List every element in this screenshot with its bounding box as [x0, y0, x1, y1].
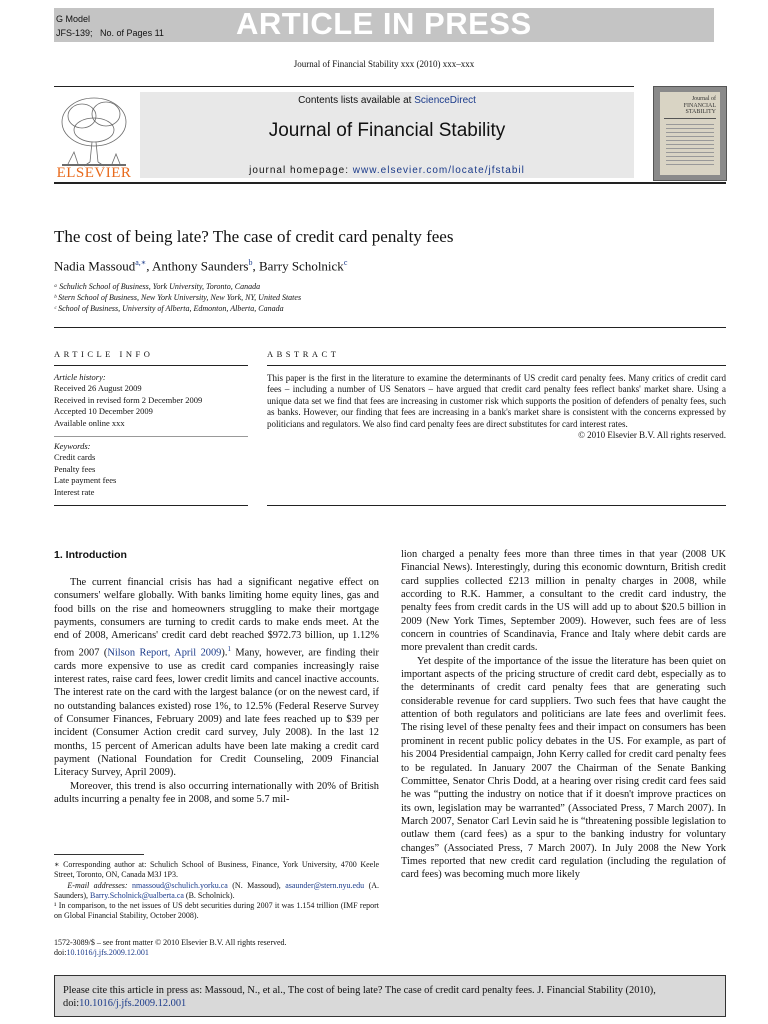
footnote-1: ¹ In comparison, to the net issues of US debt securities during 2007 it was 1.154 trillion (IMF report on Global Financial Stability, October 2008).	[54, 901, 379, 921]
citation-prefix: Please cite this article in press as: Massoud, N., et al., The cost of being late? The case of credit card penalty fees. J. Financial Stability (2010), doi:	[63, 985, 656, 1010]
cover-title: Journal of FINANCIAL STABILITY	[683, 96, 716, 115]
abstract-copyright: © 2010 Elsevier B.V. All rights reserved.	[578, 430, 726, 441]
author-affil-marker[interactable]: b	[248, 258, 253, 267]
abstract-rule	[267, 365, 726, 366]
gmodel-text: G Model	[56, 14, 91, 24]
doi-line	[54, 948, 379, 958]
keyword: Late payment fees	[54, 475, 117, 486]
keywords-block	[54, 441, 116, 498]
info-rule	[54, 365, 248, 366]
abstract-body	[267, 373, 726, 441]
abstract-bottom-rule	[267, 505, 726, 506]
email-owner: (N. Massoud),	[227, 880, 281, 890]
info-bottom-rule	[54, 505, 248, 506]
contents-line	[140, 95, 634, 106]
email-addresses	[54, 881, 379, 902]
abstract-heading: ABSTRACT	[267, 349, 340, 359]
citation-box	[54, 975, 726, 1017]
contents-prefix: Contents lists available at	[298, 95, 415, 106]
cover-text-lines	[666, 124, 714, 168]
pages-text: No. of Pages 11	[100, 28, 164, 38]
citation-doi-link[interactable]: 10.1016/j.jfs.2009.12.001	[79, 998, 187, 1010]
cover-rule	[664, 118, 716, 119]
email-label: E-mail addresses:	[67, 880, 133, 890]
paragraph-text: ).	[221, 647, 228, 659]
corresponding-author-note: ∗ Corresponding author at: Schulich School of Business, Finance, York University, 4700 Keele Street, Toronto, ON, Canada M3J 1P3.	[54, 860, 379, 880]
author-name: Anthony Saunders	[152, 258, 249, 274]
journal-citation-line: Journal of Financial Stability xxx (2010) xxx–xxx	[293, 59, 475, 69]
author-name: Nadia Massoud	[54, 258, 136, 274]
masthead-top-rule	[54, 86, 634, 87]
citation-link[interactable]: Nilson Report, April 2009	[107, 647, 222, 659]
title-bottom-rule	[54, 327, 726, 328]
history-accepted: Accepted 10 December 2009	[54, 406, 153, 417]
sciencedirect-link[interactable]: ScienceDirect	[414, 95, 476, 106]
keywords-label: Keywords:	[54, 441, 91, 451]
paragraph: Yet despite of the importance of the issue the literature has been quiet on important aspects of the pricing structure of credit card debt, especially as to the determinants of credit card penalty fees that are generating such considerable revenue for card suppliers. Two such fees that have caught the attention of both regulators and politicians are late fees and overlimit fees. The rising level of these penalty fees and their impact on consumers has been prominent in recent public policy debates in the US. For example, as part of his 2004 Presidential campaign, John Kerry called for credit card penalty fees to be regulated. In January 2007 the Chairman of the Senate Banking Committee, Senator Chris Dodd, at a hearing over rising credit card fees said he was “putting the industry on notice that if it doesn't improve practices on its own, legislation may be warranted” (Associated Press, 7 March 2007). In March 2007, Senator Carl Levin said he is “threatening possible legislation to outlaw them (card fees) as a spur to the banking industry for voluntary changes” (Associated Press, 7 March 2007). In July 2008 the New York Times reported that new credit card regulation (including the regulation of card fees) was becoming much more likely	[401, 655, 726, 881]
article-history	[54, 372, 202, 429]
gmodel-label	[56, 12, 164, 40]
paragraph-text: The current financial crisis has had a significant negative effect on consumers' welfare globally. With banks limiting home equity lines, gas and food bills on the rise and homeowners struggling to make their mortgage payments, consumers are turning to credit cards to make ends meet. At the end of 2008, Americans' credit card debt reached $972.73 billion, up 1.12% from 2007 (	[54, 577, 379, 659]
journal-cover-thumbnail	[653, 86, 727, 181]
masthead-bottom-rule	[54, 182, 726, 184]
manuscript-ref	[56, 26, 164, 40]
journal-homepage-link[interactable]: www.elsevier.com/locate/jfstabil	[352, 165, 525, 176]
abstract-text: This paper is the first in the literature to examine the determinants of US credit card penalty fees. Many critics of credit card fees – including a number of US Senators – have argued that credit card penalty fees reflect banks' market share. Using a unique data set we find that fees are increasing in customer risk which supports the position of defenders of penalty fees, such as banks. However, our finding that fees are increasing in a bank's market share is consistent with the concerns expressed by politicians and regulators. We also find card penalty fees are direct substitutes for card interest rates.	[267, 373, 726, 429]
author-affil-marker[interactable]: a,∗	[135, 258, 147, 267]
article-info-heading: ARTICLE INFO	[54, 349, 154, 359]
paragraph: lion charged a penalty fees more than three times in that year (2008 UK Financial News). Interestingly, during this economic downturn, British credit card supplies collected £213 million in penalty charges in 2008, while according to R.K. Hammer, a consultant to the credit card industry, the penalty fees from credit cards in the US will add up to about $20.5 billion in 2009 (New York Times, September 2009). However, such fees are of less concern in countries of Scandinavia, France and Italy where debit cards are more prevalent than credit cards.	[401, 549, 726, 654]
author-separator: ,	[146, 258, 153, 274]
paragraph	[54, 576, 379, 780]
email-link[interactable]: asaunder@stern.nyu.edu	[285, 880, 365, 890]
article-in-press-label: ARTICLE IN PRESS	[236, 6, 532, 41]
history-revised: Received in revised form 2 December 2009	[54, 394, 203, 405]
body-column-right	[401, 548, 726, 882]
affiliation-a: ᵃ Schulich School of Business, York University, Toronto, Canada	[54, 282, 261, 291]
author-name: Barry Scholnick	[258, 258, 344, 274]
section-heading-introduction: 1. Introduction	[54, 549, 127, 561]
paper-title: The cost of being late? The case of credit card penalty fees	[54, 227, 454, 246]
doi-label: doi:	[54, 948, 67, 958]
author-separator: ,	[252, 258, 259, 274]
history-online: Available online xxx	[54, 417, 125, 428]
homepage-prefix: journal homepage:	[249, 165, 353, 176]
keywords-rule	[54, 436, 248, 437]
paragraph: Moreover, this trend is also occurring internationally with 20% of British adults incurring a penalty fee in 2008, and some 5.7 mil-	[54, 780, 379, 805]
elsevier-wordmark: ELSEVIER	[56, 165, 132, 181]
author-affil-marker[interactable]: c	[343, 258, 348, 267]
keyword: Credit cards	[54, 452, 96, 463]
ref-text: JFS-139;	[56, 28, 93, 38]
journal-title: Journal of Financial Stability	[268, 120, 506, 141]
footnote-marker[interactable]: 1	[227, 644, 231, 653]
footnotes	[54, 860, 379, 922]
email-link[interactable]: nmassoud@schulich.yorku.ca	[132, 880, 228, 890]
doi-link[interactable]: 10.1016/j.jfs.2009.12.001	[66, 948, 149, 958]
journal-homepage-line	[140, 165, 634, 176]
paragraph-text: Many, however, are finding their cards more expensive to use as credit card companies increasingly raise interest rates, raise card fees, lower credit limits and cancel inactive accounts. The interest rate on the card with the largest balance (or on the newest card, if no outstanding balances existed) rose 1%, to 12.5% (Federal Reserve Survey of Consumer Finances, February 2009) and late fees reached up to $39 per incident (Consumer Action credit card survey, July 2008). In the last 12 months, 15 percent of American adults have been late making a credit card payment (National Foundation for Credit Counseling, 2009 Financial Literacy Survey, April 2009).	[54, 647, 379, 779]
history-label: Article history:	[54, 372, 106, 382]
email-link[interactable]: Barry.Scholnick@ualberta.ca	[90, 890, 184, 900]
keyword: Interest rate	[54, 486, 95, 497]
history-received: Received 26 August 2009	[54, 383, 142, 394]
keyword: Penalty fees	[54, 463, 96, 474]
author-list	[54, 258, 347, 274]
cover-inner	[660, 92, 720, 175]
issn-line: 1572-3089/$ – see front matter © 2010 Elsevier B.V. All rights reserved.	[54, 938, 287, 947]
footnote-rule	[54, 854, 144, 855]
affiliation-b: ᵇ Stern School of Business, New York University, New York, NY, United States	[54, 293, 302, 302]
email-owner: (A. Saunders),	[54, 880, 380, 900]
citation-text	[63, 984, 719, 1011]
front-matter	[54, 938, 379, 959]
body-column-left	[54, 576, 379, 806]
affiliation-c: ᶜ School of Business, University of Alberta, Edmonton, Alberta, Canada	[54, 304, 284, 313]
email-owner: (B. Scholnick).	[183, 890, 235, 900]
